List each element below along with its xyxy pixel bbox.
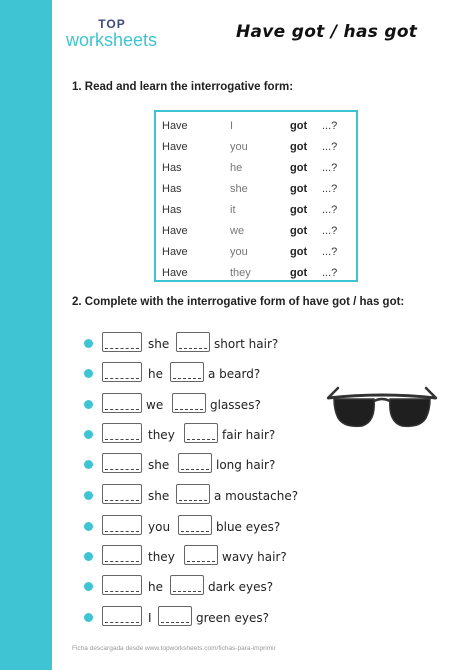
- exercise-pronoun: you: [148, 520, 171, 534]
- blank-line: [105, 439, 139, 440]
- table-cell-got: got: [290, 120, 308, 132]
- section-2-heading: 2. Complete with the interrogative form of have got / has got:: [72, 296, 405, 308]
- table-row: [156, 200, 356, 221]
- answer-box-2[interactable]: [170, 362, 204, 382]
- table-cell-ellipsis: ...?: [322, 246, 338, 258]
- table-cell-verb: Has: [162, 204, 182, 216]
- exercise-question-end: dark eyes?: [208, 580, 274, 594]
- exercise-row: [84, 332, 384, 354]
- blank-line: [105, 500, 139, 501]
- table-cell-ellipsis: ...?: [322, 120, 338, 132]
- exercise-question-end: green eyes?: [196, 611, 269, 625]
- table-cell-pronoun: he: [230, 162, 243, 174]
- blank-line: [105, 622, 139, 623]
- answer-box-1[interactable]: [102, 332, 142, 352]
- exercise-pronoun: he: [148, 580, 163, 594]
- answer-box-2[interactable]: [172, 393, 206, 413]
- blank-line: [179, 500, 207, 501]
- table-cell-got: got: [290, 204, 308, 216]
- table-cell-ellipsis: ...?: [322, 141, 338, 153]
- exercise-question-end: fair hair?: [222, 428, 276, 442]
- table-row: [156, 179, 356, 200]
- exercise-question-end: blue eyes?: [216, 520, 281, 534]
- left-accent-bar: [0, 0, 52, 670]
- logo-worksheets: worksheets: [66, 30, 158, 50]
- table-row: [156, 263, 356, 284]
- table-row: [156, 116, 356, 137]
- blank-line: [179, 348, 207, 349]
- blank-line: [161, 622, 189, 623]
- bullet-icon: [84, 460, 93, 469]
- table-cell-verb: Have: [162, 141, 188, 153]
- bullet-icon: [84, 613, 93, 622]
- blank-line: [173, 591, 201, 592]
- blank-line: [187, 439, 215, 440]
- exercise-question-end: long hair?: [216, 458, 276, 472]
- bullet-icon: [84, 369, 93, 378]
- logo-top: TOP: [98, 17, 126, 31]
- answer-box-1[interactable]: [102, 453, 142, 473]
- table-cell-ellipsis: ...?: [322, 162, 338, 174]
- table-cell-ellipsis: ...?: [322, 267, 338, 279]
- table-cell-verb: Has: [162, 183, 182, 195]
- table-cell-pronoun: she: [230, 183, 248, 195]
- table-cell-got: got: [290, 162, 308, 174]
- bullet-icon: [84, 552, 93, 561]
- table-cell-verb: Have: [162, 246, 188, 258]
- answer-box-2[interactable]: [184, 545, 218, 565]
- blank-line: [105, 531, 139, 532]
- table-cell-pronoun: we: [230, 225, 245, 237]
- answer-box-2[interactable]: [178, 453, 212, 473]
- bullet-icon: [84, 491, 93, 500]
- table-cell-pronoun: they: [230, 267, 251, 279]
- blank-line: [181, 531, 209, 532]
- exercise-pronoun: she: [148, 458, 170, 472]
- exercise-row: [84, 575, 384, 597]
- table-cell-got: got: [290, 183, 308, 195]
- table-cell-got: got: [290, 246, 308, 258]
- blank-line: [105, 409, 139, 410]
- table-cell-verb: Have: [162, 225, 188, 237]
- bullet-icon: [84, 430, 93, 439]
- exercise-question-end: short hair?: [214, 337, 279, 351]
- answer-box-2[interactable]: [158, 606, 192, 626]
- exercise-row: [84, 362, 384, 384]
- bullet-icon: [84, 400, 93, 409]
- table-cell-pronoun: you: [230, 141, 248, 153]
- table-cell-got: got: [290, 225, 308, 237]
- section-1-heading: 1. Read and learn the interrogative form:: [72, 81, 294, 93]
- table-cell-ellipsis: ...?: [322, 183, 338, 195]
- answer-box-1[interactable]: [102, 545, 142, 565]
- answer-box-1[interactable]: [102, 606, 142, 626]
- blank-line: [173, 378, 201, 379]
- table-row: [156, 221, 356, 242]
- table-cell-pronoun: you: [230, 246, 248, 258]
- exercise-pronoun: we: [146, 398, 164, 412]
- exercise-row: [84, 453, 384, 475]
- exercise-question-end: glasses?: [210, 398, 261, 412]
- answer-box-2[interactable]: [170, 575, 204, 595]
- table-row: [156, 242, 356, 263]
- table-cell-got: got: [290, 267, 308, 279]
- answer-box-1[interactable]: [102, 393, 142, 413]
- exercise-question-end: wavy hair?: [222, 550, 287, 564]
- exercise-pronoun: he: [148, 367, 163, 381]
- table-row: [156, 158, 356, 179]
- table-cell-ellipsis: ...?: [322, 225, 338, 237]
- footer-source: Ficha descargada desde www.topworksheets.com/fichas-para-imprimir: [72, 645, 276, 652]
- exercise-pronoun: she: [148, 489, 170, 503]
- blank-line: [105, 561, 139, 562]
- table-row: [156, 137, 356, 158]
- answer-box-1[interactable]: [102, 575, 142, 595]
- page-title: Have got / has got: [236, 22, 418, 42]
- answer-box-1[interactable]: [102, 423, 142, 443]
- bullet-icon: [84, 582, 93, 591]
- table-cell-ellipsis: ...?: [322, 204, 338, 216]
- topworksheets-logo: [66, 18, 158, 49]
- table-cell-verb: Have: [162, 267, 188, 279]
- table-cell-verb: Have: [162, 120, 188, 132]
- answer-box-2[interactable]: [178, 515, 212, 535]
- bullet-icon: [84, 522, 93, 531]
- exercise-question-end: a moustache?: [214, 489, 299, 503]
- exercise-pronoun: they: [148, 550, 175, 564]
- answer-box-1[interactable]: [102, 515, 142, 535]
- answer-box-2[interactable]: [176, 332, 210, 352]
- blank-line: [175, 409, 203, 410]
- table-cell-verb: Has: [162, 162, 182, 174]
- answer-box-1[interactable]: [102, 362, 142, 382]
- answer-box-2[interactable]: [184, 423, 218, 443]
- answer-box-1[interactable]: [102, 484, 142, 504]
- answer-box-2[interactable]: [176, 484, 210, 504]
- bullet-icon: [84, 339, 93, 348]
- exercise-question-end: a beard?: [208, 367, 261, 381]
- table-cell-pronoun: I: [230, 120, 234, 132]
- exercise-pronoun: they: [148, 428, 175, 442]
- blank-line: [105, 378, 139, 379]
- interrogative-table: [154, 110, 358, 282]
- table-cell-pronoun: it: [230, 204, 236, 216]
- exercise-row: [84, 515, 384, 537]
- blank-line: [181, 469, 209, 470]
- blank-line: [105, 469, 139, 470]
- exercise-pronoun: she: [148, 337, 170, 351]
- sunglasses-icon: [326, 384, 438, 434]
- blank-line: [187, 561, 215, 562]
- blank-line: [105, 591, 139, 592]
- exercise-row: [84, 484, 384, 506]
- exercise-pronoun: I: [148, 611, 152, 625]
- blank-line: [105, 348, 139, 349]
- exercise-row: [84, 545, 384, 567]
- table-cell-got: got: [290, 141, 308, 153]
- exercise-row: [84, 606, 384, 628]
